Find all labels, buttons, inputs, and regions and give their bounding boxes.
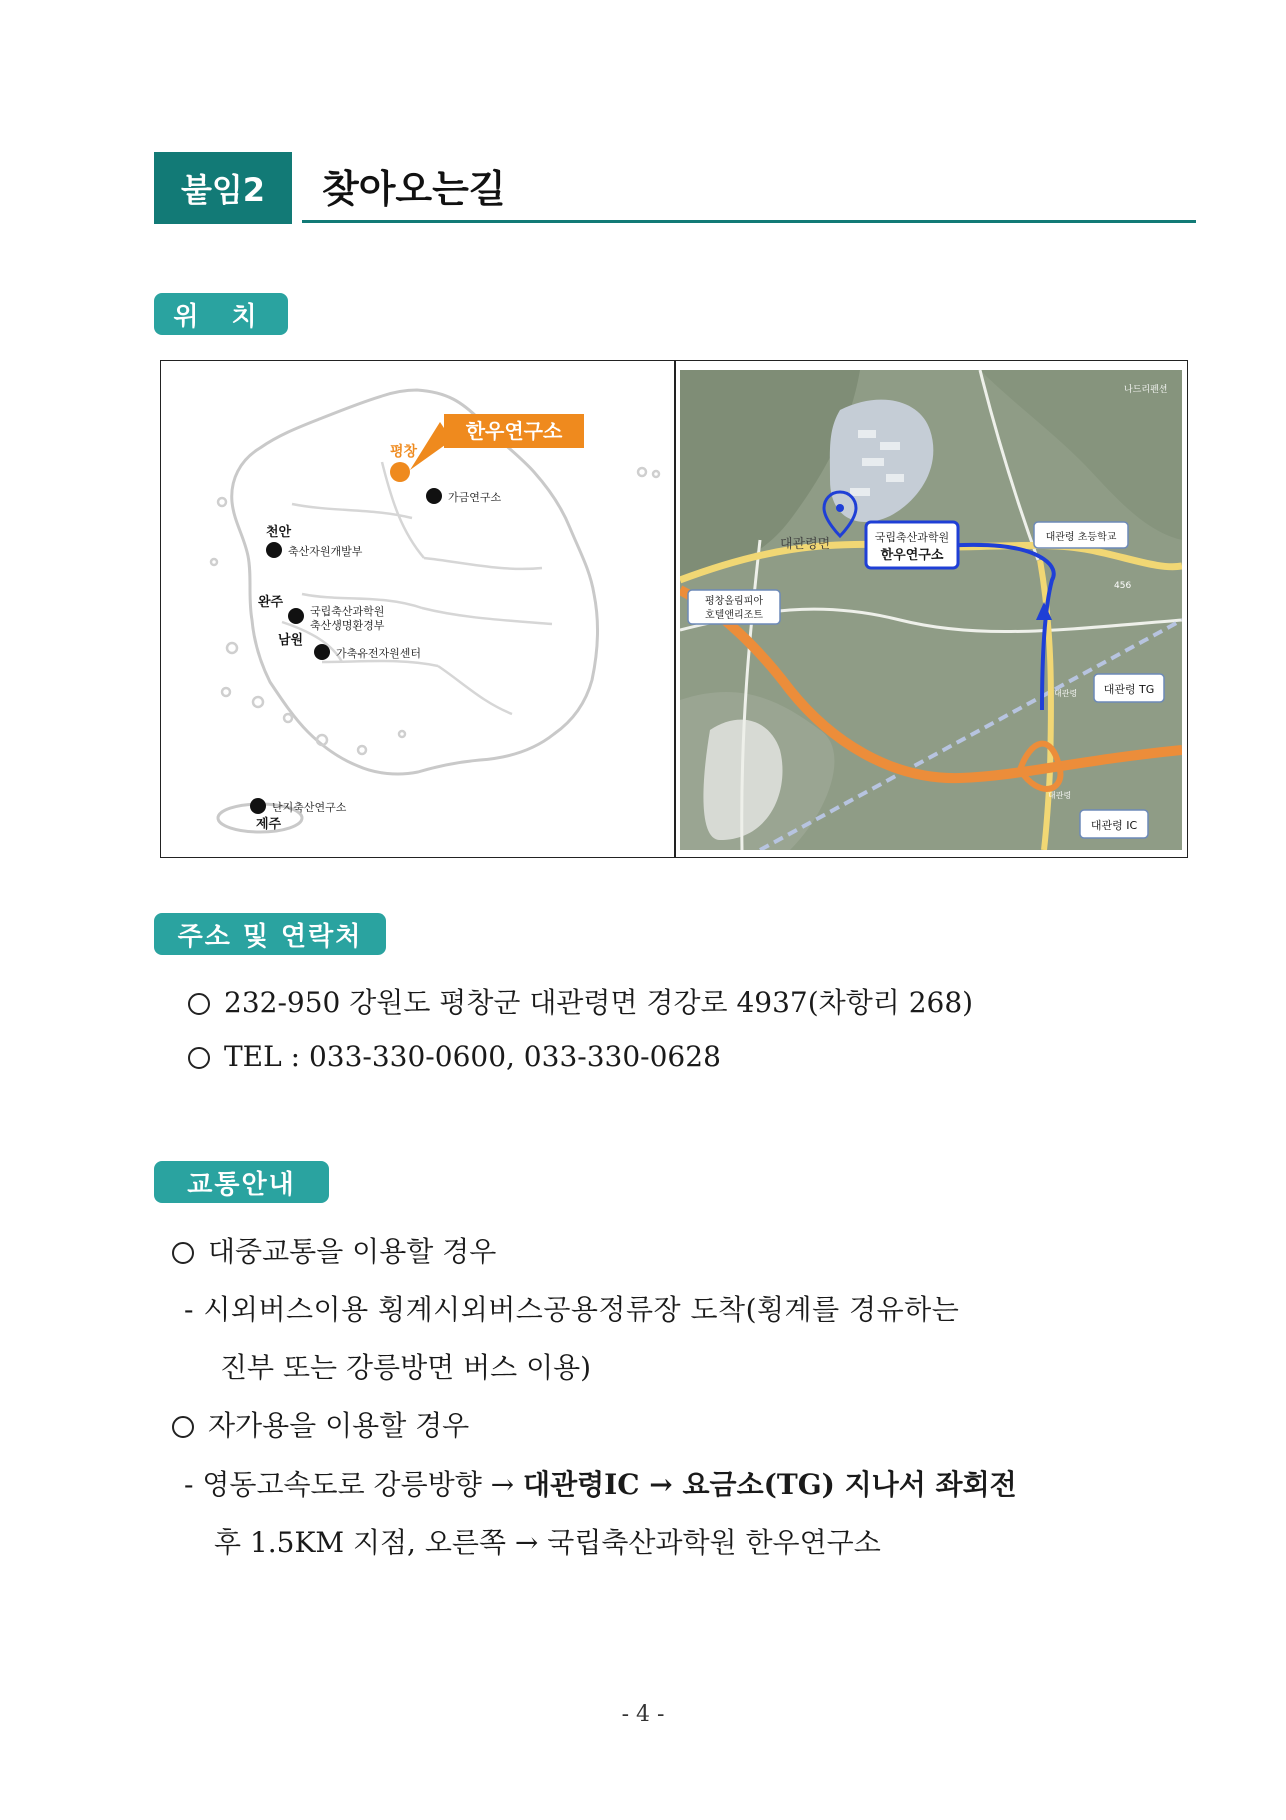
location-gageum xyxy=(426,488,502,504)
region-label: 제주 xyxy=(256,817,282,832)
circle-bullet-icon xyxy=(188,993,210,1015)
phone-line xyxy=(188,1040,721,1073)
page-title: 찾아오는길 xyxy=(322,167,506,211)
section-label-location: 위 치 xyxy=(154,293,288,335)
school-label: 대관령 초등학교 xyxy=(1045,532,1117,543)
public-transport-heading xyxy=(172,1230,496,1270)
car-detail-bold: 대관령IC → 요금소(TG) 지나서 좌회전 xyxy=(523,1468,1017,1501)
pension-label: 나드리펜션 xyxy=(1124,385,1168,395)
resort-label-line2: 호텔앤리조트 xyxy=(705,610,763,621)
circle-bullet-icon xyxy=(172,1416,194,1438)
page-number: - 4 - xyxy=(621,1702,665,1727)
car-detail-prefix: - 영동고속도로 강릉방향 → xyxy=(184,1468,524,1501)
resort-label-line1: 평창올림피아 xyxy=(705,596,763,607)
map-divider xyxy=(674,360,676,858)
route-number-label: 456 xyxy=(1114,581,1132,591)
public-transport-detail-2: 진부 또는 강릉방면 버스 이용) xyxy=(220,1351,592,1384)
region-label-pyeongchang: 평창 xyxy=(390,444,418,460)
target-label-line1: 국립축산과학원 xyxy=(874,531,950,544)
target-label-line2: 한우연구소 xyxy=(880,548,944,563)
institute-logo-icon xyxy=(426,488,442,504)
logo-pyeongchang-icon xyxy=(390,462,410,482)
location-name: 국립축산과학원 xyxy=(310,605,385,618)
location-name: 난지축산연구소 xyxy=(272,801,347,814)
section-label-address: 주소 및 연락처 xyxy=(154,913,386,955)
location-cheonan xyxy=(266,524,363,558)
road-map xyxy=(680,370,1182,850)
attachment-badge: 붙임2 xyxy=(154,152,292,224)
small-place-label-b: 대관령 xyxy=(1048,791,1072,800)
region-label: 남원 xyxy=(278,633,304,648)
location-name: 가금연구소 xyxy=(448,491,502,504)
small-place-label-a: 대관령 xyxy=(1054,689,1078,698)
region-label: 완주 xyxy=(258,595,284,610)
location-namwon xyxy=(278,632,421,660)
circle-bullet-icon xyxy=(188,1047,210,1069)
title-underline xyxy=(302,220,1196,223)
location-name-2: 축산생명환경부 xyxy=(310,619,385,632)
region-label: 천안 xyxy=(266,525,292,540)
location-jeju xyxy=(250,798,347,832)
car-detail-1 xyxy=(184,1463,1017,1503)
korea-map xyxy=(162,362,672,856)
village-label: 대관령면 xyxy=(780,537,831,552)
car-heading xyxy=(172,1404,469,1444)
car-heading-text: 자가용을 이용할 경우 xyxy=(208,1409,470,1442)
location-name: 축산자원개발부 xyxy=(288,545,363,558)
public-transport-detail-1: - 시외버스이용 횡계시외버스공용정류장 도착(횡계를 경유하는 xyxy=(184,1293,960,1326)
institute-logo-icon xyxy=(266,542,282,558)
institute-logo-icon xyxy=(314,644,330,660)
institute-logo-icon xyxy=(288,608,304,624)
phone-text: TEL : 033-330-0600, 033-330-0628 xyxy=(224,1040,721,1073)
institute-logo-icon xyxy=(250,798,266,814)
tg-label: 대관령 TG xyxy=(1103,683,1155,696)
province-lines xyxy=(282,462,552,714)
car-detail-2: 후 1.5KM 지점, 오른쪽 → 국립축산과학원 한우연구소 xyxy=(214,1526,881,1559)
address-line xyxy=(188,981,973,1021)
address-text: 232-950 강원도 평창군 대관령면 경강로 4937(차항리 268) xyxy=(224,986,974,1019)
circle-bullet-icon xyxy=(172,1242,194,1264)
public-heading-text: 대중교통을 이용할 경우 xyxy=(208,1235,497,1268)
section-label-transport: 교통안내 xyxy=(154,1161,329,1203)
ic-label: 대관령 IC xyxy=(1090,819,1138,832)
callout-text: 한우연구소 xyxy=(465,419,563,443)
location-name: 가축유전자원센터 xyxy=(336,647,422,660)
